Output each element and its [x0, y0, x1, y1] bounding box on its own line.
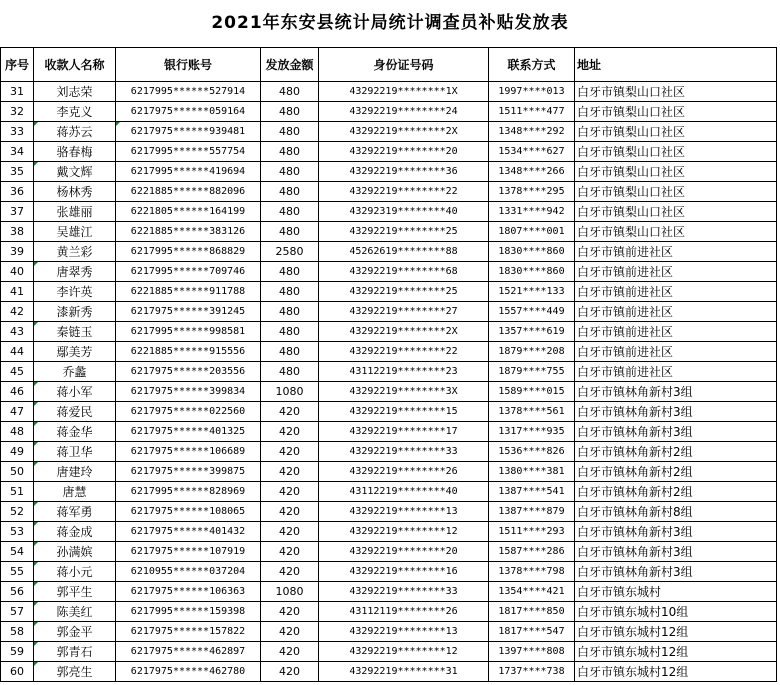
cell-contact[interactable]: 1817****547	[489, 622, 575, 642]
cell-account[interactable]: 6217995******159398	[116, 602, 261, 622]
cell-account[interactable]: 6217975******157822	[116, 622, 261, 642]
cell-contact[interactable]: 1317****935	[489, 422, 575, 442]
cell-contact[interactable]: 1348****266	[489, 162, 575, 182]
table-row	[1, 462, 777, 482]
cell-index[interactable]: 36	[1, 182, 34, 202]
cell-address[interactable]: 白牙市镇东城村12组	[575, 642, 777, 662]
cell-id-number[interactable]: 43292219********17	[319, 422, 489, 442]
table-row	[1, 422, 777, 442]
cell-account[interactable]: 6217975******401325	[116, 422, 261, 442]
cell-account[interactable]: 6217995******828969	[116, 482, 261, 502]
table-row	[1, 162, 777, 182]
header-contact[interactable]: 联系方式	[489, 48, 575, 82]
cell-id-number[interactable]: 43292219********13	[319, 502, 489, 522]
cell-payee[interactable]: 唐慧	[34, 482, 116, 502]
table-row	[1, 662, 777, 682]
sheet-title: 2021年东安县统计局统计调查员补贴发放表	[211, 13, 569, 33]
cell-index[interactable]: 47	[1, 402, 34, 422]
cell-account[interactable]: 6217995******868829	[116, 242, 261, 262]
cell-account[interactable]: 6217975******462897	[116, 642, 261, 662]
table-row	[1, 622, 777, 642]
cell-address[interactable]: 白牙市镇前进社区	[575, 242, 777, 262]
cell-address[interactable]: 白牙市镇林角新村3组	[575, 562, 777, 582]
cell-contact[interactable]: 1534****627	[489, 142, 575, 162]
cell-contact[interactable]: 1997****013	[489, 82, 575, 102]
cell-address[interactable]: 白牙市镇梨山口社区	[575, 122, 777, 142]
cell-account[interactable]: 6217975******203556	[116, 362, 261, 382]
table-row	[1, 382, 777, 402]
table-row	[1, 482, 777, 502]
cell-payee[interactable]: 鄢美芳	[34, 342, 116, 362]
cell-amount[interactable]: 480	[261, 262, 319, 282]
cell-payee[interactable]: 陈美红	[34, 602, 116, 622]
cell-id-number[interactable]: 43292219********26	[319, 462, 489, 482]
cell-index[interactable]: 58	[1, 622, 34, 642]
cell-payee[interactable]: 蒋苏云	[34, 122, 116, 142]
cell-index[interactable]: 34	[1, 142, 34, 162]
cell-index[interactable]: 44	[1, 342, 34, 362]
cell-id-number[interactable]: 45262619********88	[319, 242, 489, 262]
cell-amount[interactable]: 480	[261, 142, 319, 162]
cell-payee[interactable]: 吴雄江	[34, 222, 116, 242]
cell-index[interactable]: 52	[1, 502, 34, 522]
table-row	[1, 602, 777, 622]
cell-id-number[interactable]: 43112219********23	[319, 362, 489, 382]
cell-index[interactable]: 54	[1, 542, 34, 562]
table-row	[1, 102, 777, 122]
cell-amount[interactable]: 420	[261, 642, 319, 662]
cell-payee[interactable]: 孙满嫔	[34, 542, 116, 562]
cell-address[interactable]: 白牙市镇梨山口社区	[575, 182, 777, 202]
cell-address[interactable]: 白牙市镇林角新村3组	[575, 402, 777, 422]
cell-account[interactable]: 6221805******164199	[116, 202, 261, 222]
cell-contact[interactable]: 1830****860	[489, 242, 575, 262]
cell-contact[interactable]: 1380****381	[489, 462, 575, 482]
cell-amount[interactable]: 480	[261, 362, 319, 382]
cell-address[interactable]: 白牙市镇林角新村3组	[575, 422, 777, 442]
cell-amount[interactable]: 420	[261, 522, 319, 542]
cell-address[interactable]: 白牙市镇林角新村3组	[575, 382, 777, 402]
cell-amount[interactable]: 420	[261, 402, 319, 422]
cell-index[interactable]: 35	[1, 162, 34, 182]
cell-index[interactable]: 56	[1, 582, 34, 602]
cell-index[interactable]: 55	[1, 562, 34, 582]
cell-account[interactable]: 6217995******419694	[116, 162, 261, 182]
cell-index[interactable]: 53	[1, 522, 34, 542]
header-row	[1, 48, 777, 82]
cell-id-number[interactable]: 43292219********68	[319, 262, 489, 282]
cell-account[interactable]: 6217975******939481	[116, 122, 261, 142]
cell-payee[interactable]: 郭平生	[34, 582, 116, 602]
cell-index[interactable]: 45	[1, 362, 34, 382]
header-address[interactable]: 地址	[575, 48, 777, 82]
cell-index[interactable]: 60	[1, 662, 34, 682]
table-row	[1, 282, 777, 302]
cell-amount[interactable]: 480	[261, 182, 319, 202]
cell-contact[interactable]: 1830****860	[489, 262, 575, 282]
cell-payee[interactable]: 蒋金成	[34, 522, 116, 542]
cell-id-number[interactable]: 43292219********12	[319, 642, 489, 662]
cell-contact[interactable]: 1511****477	[489, 102, 575, 122]
table-row	[1, 442, 777, 462]
cell-address[interactable]: 白牙市镇东城村12组	[575, 662, 777, 682]
cell-contact[interactable]: 1879****755	[489, 362, 575, 382]
cell-amount[interactable]: 480	[261, 162, 319, 182]
cell-payee[interactable]: 李克义	[34, 102, 116, 122]
table-row	[1, 582, 777, 602]
subsidy-table	[0, 47, 777, 682]
cell-amount[interactable]: 420	[261, 562, 319, 582]
cell-contact[interactable]: 1378****798	[489, 562, 575, 582]
cell-index[interactable]: 33	[1, 122, 34, 142]
cell-address[interactable]: 白牙市镇梨山口社区	[575, 202, 777, 222]
table-row	[1, 342, 777, 362]
cell-payee[interactable]: 戴文辉	[34, 162, 116, 182]
cell-address[interactable]: 白牙市镇东城村12组	[575, 622, 777, 642]
cell-contact[interactable]: 1879****208	[489, 342, 575, 362]
cell-payee[interactable]: 郭亮生	[34, 662, 116, 682]
table-body	[1, 82, 777, 682]
header-id-number[interactable]: 身份证号码	[319, 48, 489, 82]
cell-payee[interactable]: 蒋卫华	[34, 442, 116, 462]
header-index[interactable]: 序号	[1, 48, 34, 82]
cell-contact[interactable]: 1348****292	[489, 122, 575, 142]
cell-index[interactable]: 41	[1, 282, 34, 302]
cell-payee[interactable]: 刘志荣	[34, 82, 116, 102]
cell-contact[interactable]: 1378****561	[489, 402, 575, 422]
cell-contact[interactable]: 1521****133	[489, 282, 575, 302]
table-row	[1, 242, 777, 262]
cell-id-number[interactable]: 43292219********22	[319, 342, 489, 362]
cell-index[interactable]: 48	[1, 422, 34, 442]
header-account[interactable]: 银行账号	[116, 48, 261, 82]
cell-amount[interactable]: 420	[261, 662, 319, 682]
cell-index[interactable]: 39	[1, 242, 34, 262]
cell-account[interactable]: 6217975******399834	[116, 382, 261, 402]
table-row	[1, 502, 777, 522]
cell-payee[interactable]: 漆新秀	[34, 302, 116, 322]
cell-contact[interactable]: 1557****449	[489, 302, 575, 322]
cell-payee[interactable]: 唐翠秀	[34, 262, 116, 282]
cell-amount[interactable]: 480	[261, 222, 319, 242]
cell-id-number[interactable]: 43292219********3X	[319, 382, 489, 402]
cell-amount[interactable]: 480	[261, 102, 319, 122]
cell-address[interactable]: 白牙市镇梨山口社区	[575, 82, 777, 102]
cell-contact[interactable]: 1331****942	[489, 202, 575, 222]
cell-id-number[interactable]: 43292219********24	[319, 102, 489, 122]
cell-account[interactable]: 6217975******391245	[116, 302, 261, 322]
table-row	[1, 642, 777, 662]
cell-id-number[interactable]: 43292219********2X	[319, 122, 489, 142]
cell-account[interactable]: 6217975******401432	[116, 522, 261, 542]
cell-contact[interactable]: 1817****850	[489, 602, 575, 622]
table-row	[1, 202, 777, 222]
cell-id-number[interactable]: 43292219********36	[319, 162, 489, 182]
table-row	[1, 402, 777, 422]
cell-payee[interactable]: 唐建玲	[34, 462, 116, 482]
cell-address[interactable]: 白牙市镇梨山口社区	[575, 142, 777, 162]
cell-id-number[interactable]: 43292219********2X	[319, 322, 489, 342]
cell-account[interactable]: 6217975******399875	[116, 462, 261, 482]
cell-id-number[interactable]: 43292219********25	[319, 282, 489, 302]
cell-address[interactable]: 白牙市镇林角新村2组	[575, 462, 777, 482]
header-payee[interactable]: 收款人名称	[34, 48, 116, 82]
cell-payee[interactable]: 李许英	[34, 282, 116, 302]
cell-account[interactable]: 6210955******037204	[116, 562, 261, 582]
cell-index[interactable]: 51	[1, 482, 34, 502]
cell-address[interactable]: 白牙市镇东城村	[575, 582, 777, 602]
cell-amount[interactable]: 480	[261, 122, 319, 142]
cell-payee[interactable]: 郭金平	[34, 622, 116, 642]
table-row	[1, 222, 777, 242]
cell-contact[interactable]: 1737****738	[489, 662, 575, 682]
table-row	[1, 122, 777, 142]
cell-amount[interactable]: 420	[261, 462, 319, 482]
cell-payee[interactable]: 蒋军勇	[34, 502, 116, 522]
cell-amount[interactable]: 480	[261, 282, 319, 302]
cell-address[interactable]: 白牙市镇梨山口社区	[575, 222, 777, 242]
cell-index[interactable]: 40	[1, 262, 34, 282]
cell-address[interactable]: 白牙市镇前进社区	[575, 302, 777, 322]
cell-amount[interactable]: 1080	[261, 582, 319, 602]
cell-id-number[interactable]: 43292219********25	[319, 222, 489, 242]
cell-id-number[interactable]: 43292319********40	[319, 202, 489, 222]
cell-address[interactable]: 白牙市镇东城村10组	[575, 602, 777, 622]
cell-id-number[interactable]: 43292219********33	[319, 442, 489, 462]
cell-payee[interactable]: 郭青石	[34, 642, 116, 662]
cell-account[interactable]: 6217975******462780	[116, 662, 261, 682]
cell-id-number[interactable]: 43292219********31	[319, 662, 489, 682]
cell-index[interactable]: 59	[1, 642, 34, 662]
cell-contact[interactable]: 1536****826	[489, 442, 575, 462]
cell-amount[interactable]: 1080	[261, 382, 319, 402]
cell-amount[interactable]: 420	[261, 422, 319, 442]
cell-payee[interactable]: 骆春梅	[34, 142, 116, 162]
cell-index[interactable]: 37	[1, 202, 34, 222]
cell-contact[interactable]: 1354****421	[489, 582, 575, 602]
cell-account[interactable]: 6221885******915556	[116, 342, 261, 362]
cell-payee[interactable]: 秦链玉	[34, 322, 116, 342]
table-row	[1, 362, 777, 382]
cell-id-number[interactable]: 43292219********33	[319, 582, 489, 602]
cell-index[interactable]: 50	[1, 462, 34, 482]
table-row	[1, 142, 777, 162]
cell-id-number[interactable]: 43292219********16	[319, 562, 489, 582]
cell-address[interactable]: 白牙市镇前进社区	[575, 342, 777, 362]
cell-contact[interactable]: 1357****619	[489, 322, 575, 342]
cell-account[interactable]: 6221885******882096	[116, 182, 261, 202]
cell-address[interactable]: 白牙市镇林角新村2组	[575, 442, 777, 462]
cell-account[interactable]: 6217995******527914	[116, 82, 261, 102]
table-row	[1, 322, 777, 342]
cell-index[interactable]: 31	[1, 82, 34, 102]
cell-contact[interactable]: 1387****541	[489, 482, 575, 502]
cell-id-number[interactable]: 43292219********13	[319, 622, 489, 642]
cell-address[interactable]: 白牙市镇梨山口社区	[575, 102, 777, 122]
table-row	[1, 262, 777, 282]
cell-index[interactable]: 42	[1, 302, 34, 322]
cell-payee[interactable]: 蒋小元	[34, 562, 116, 582]
cell-address[interactable]: 白牙市镇林角新村8组	[575, 502, 777, 522]
cell-contact[interactable]: 1387****879	[489, 502, 575, 522]
cell-amount[interactable]: 480	[261, 82, 319, 102]
cell-account[interactable]: 6217975******022560	[116, 402, 261, 422]
cell-contact[interactable]: 1378****295	[489, 182, 575, 202]
cell-account[interactable]: 6217975******107919	[116, 542, 261, 562]
cell-account[interactable]: 6221885******911788	[116, 282, 261, 302]
cell-address[interactable]: 白牙市镇林角新村2组	[575, 482, 777, 502]
cell-account[interactable]: 6217995******998581	[116, 322, 261, 342]
cell-contact[interactable]: 1397****808	[489, 642, 575, 662]
cell-amount[interactable]: 420	[261, 442, 319, 462]
cell-address[interactable]: 白牙市镇林角新村3组	[575, 522, 777, 542]
cell-address[interactable]: 白牙市镇前进社区	[575, 262, 777, 282]
cell-payee[interactable]: 蒋爱民	[34, 402, 116, 422]
cell-payee[interactable]: 蒋金华	[34, 422, 116, 442]
cell-address[interactable]: 白牙市镇前进社区	[575, 322, 777, 342]
cell-id-number[interactable]: 43292219********12	[319, 522, 489, 542]
table-row	[1, 82, 777, 102]
cell-account[interactable]: 6217975******106363	[116, 582, 261, 602]
cell-address[interactable]: 白牙市镇梨山口社区	[575, 162, 777, 182]
cell-contact[interactable]: 1511****293	[489, 522, 575, 542]
cell-id-number[interactable]: 43112119********26	[319, 602, 489, 622]
cell-account[interactable]: 6217975******106689	[116, 442, 261, 462]
cell-amount[interactable]: 480	[261, 302, 319, 322]
cell-amount[interactable]: 480	[261, 342, 319, 362]
cell-payee[interactable]: 乔蠡	[34, 362, 116, 382]
cell-account[interactable]: 6217975******059164	[116, 102, 261, 122]
cell-amount[interactable]: 420	[261, 482, 319, 502]
cell-amount[interactable]: 480	[261, 202, 319, 222]
table-row	[1, 182, 777, 202]
cell-payee[interactable]: 张雄丽	[34, 202, 116, 222]
cell-contact[interactable]: 1589****015	[489, 382, 575, 402]
cell-address[interactable]: 白牙市镇前进社区	[575, 362, 777, 382]
cell-index[interactable]: 38	[1, 222, 34, 242]
cell-id-number[interactable]: 43292219********20	[319, 542, 489, 562]
cell-contact[interactable]: 1807****001	[489, 222, 575, 242]
cell-index[interactable]: 49	[1, 442, 34, 462]
cell-account[interactable]: 6217995******709746	[116, 262, 261, 282]
cell-account[interactable]: 6221885******383126	[116, 222, 261, 242]
header-amount[interactable]: 发放金额	[261, 48, 319, 82]
cell-amount[interactable]: 420	[261, 542, 319, 562]
cell-id-number[interactable]: 43292219********20	[319, 142, 489, 162]
cell-address[interactable]: 白牙市镇林角新村3组	[575, 542, 777, 562]
cell-id-number[interactable]: 43112219********40	[319, 482, 489, 502]
table-row	[1, 562, 777, 582]
cell-id-number[interactable]: 43292219********27	[319, 302, 489, 322]
table-row	[1, 522, 777, 542]
cell-account[interactable]: 6217995******557754	[116, 142, 261, 162]
cell-contact[interactable]: 1587****286	[489, 542, 575, 562]
cell-amount[interactable]: 420	[261, 502, 319, 522]
cell-amount[interactable]: 2580	[261, 242, 319, 262]
cell-id-number[interactable]: 43292219********22	[319, 182, 489, 202]
cell-payee[interactable]: 蒋小军	[34, 382, 116, 402]
cell-index[interactable]: 43	[1, 322, 34, 342]
cell-id-number[interactable]: 43292219********1X	[319, 82, 489, 102]
cell-payee[interactable]: 黄兰彩	[34, 242, 116, 262]
cell-address[interactable]: 白牙市镇前进社区	[575, 282, 777, 302]
table-row	[1, 302, 777, 322]
table-row	[1, 542, 777, 562]
cell-index[interactable]: 32	[1, 102, 34, 122]
cell-id-number[interactable]: 43292219********15	[319, 402, 489, 422]
cell-index[interactable]: 57	[1, 602, 34, 622]
cell-amount[interactable]: 420	[261, 602, 319, 622]
cell-account[interactable]: 6217975******108065	[116, 502, 261, 522]
cell-amount[interactable]: 480	[261, 322, 319, 342]
cell-amount[interactable]: 420	[261, 622, 319, 642]
cell-payee[interactable]: 杨林秀	[34, 182, 116, 202]
cell-index[interactable]: 46	[1, 382, 34, 402]
